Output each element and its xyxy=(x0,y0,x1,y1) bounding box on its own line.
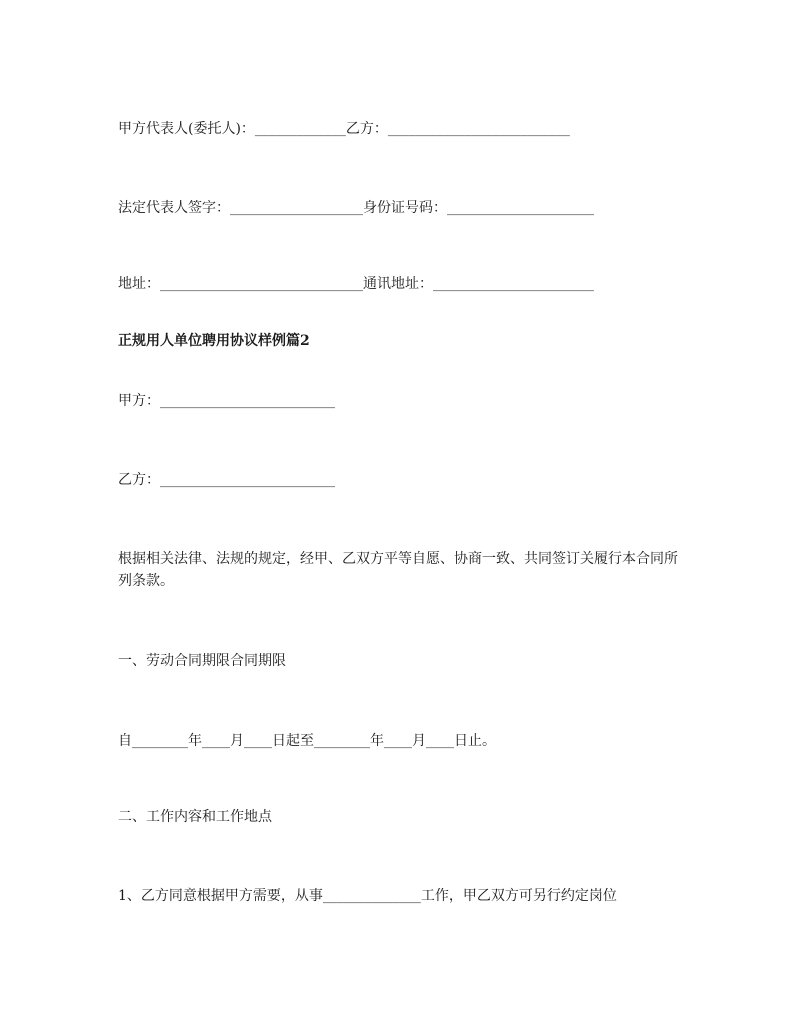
section-heading: 正规用人单位聘用协议样例篇2 xyxy=(118,333,310,349)
party-a-representative-line: 甲方代表人(委托人)：_____________乙方：__________________________ xyxy=(118,121,570,137)
address-line: 地址：_____________________________通讯地址：_______________________ xyxy=(118,276,594,292)
clause-one-heading: 一、劳动合同期限合同期限 xyxy=(118,653,286,669)
preamble-paragraph: 根据相关法律、法规的规定，经甲、乙双方平等自愿、协商一致、共同签订关履行本合同所列条款。 xyxy=(118,551,678,589)
clause-two-item-one: 1、乙方同意根据甲方需要，从事______________工作，甲乙双方可另行约定岗位 xyxy=(118,888,617,904)
party-a-line: 甲方：_________________________ xyxy=(118,393,335,409)
legal-representative-signature-line: 法定代表人签字：___________________身份证号码：_____________________ xyxy=(118,200,594,216)
clause-two-heading: 二、工作内容和工作地点 xyxy=(118,809,272,825)
party-b-line: 乙方：_________________________ xyxy=(118,472,335,488)
contract-period-line: 自________年____月____日起至________年____月____日止。 xyxy=(118,733,496,749)
